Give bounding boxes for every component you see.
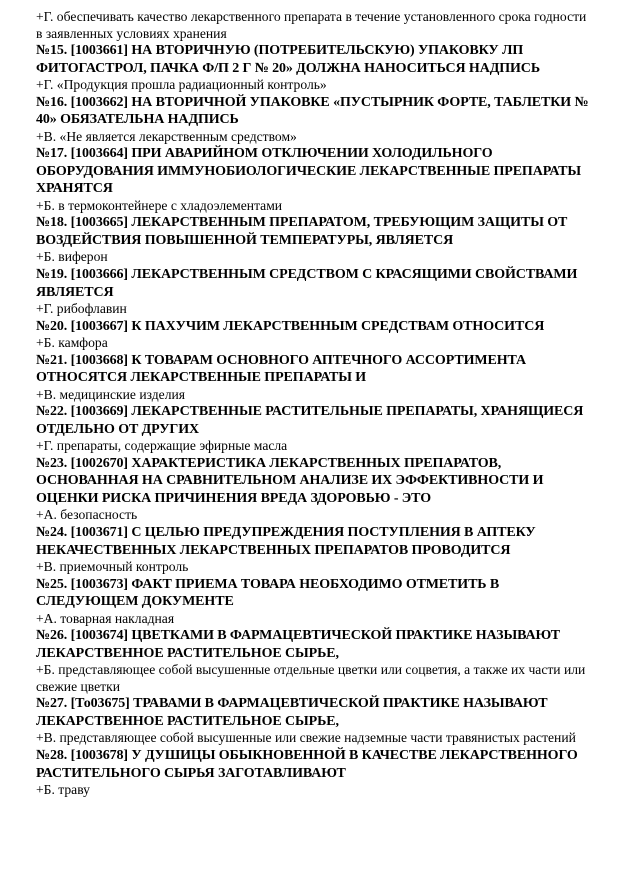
answer-text: +Г. рибофлавин [36,301,127,317]
answer-text: +Б. виферон [36,249,108,265]
answer-text: +В. приемочный контроль [36,559,189,575]
question-text: №28. [1003678] У ДУШИЦЫ ОБЫКНОВЕННОЙ В КАЧЕСТВЕ ЛЕКАРСТВЕННОГО РАСТИТЕЛЬНОГО СЫРЬЯ ЗАГОТАВЛИВАЮТ [36,748,578,781]
answer-text: +А. безопасность [36,507,138,523]
answer-text: +В. представляющее собой высушенные или свежие надземные части травянистых растений [36,730,576,746]
question-text: №18. [1003665] ЛЕКАРСТВЕННЫМ ПРЕПАРАТОМ, ТРЕБУЮЩИМ ЗАЩИТЫ ОТ ВОЗДЕЙСТВИЯ ПОВЫШЕННОЙ ТЕМПЕРАТУРЫ, ЯВЛЯЕТСЯ [36,215,568,248]
answer-text: +Б. в термоконтейнере с хладоэлементами [36,197,283,213]
document-page [36,9,596,799]
question-text: №21. [1003668] К ТОВАРАМ ОСНОВНОГО АПТЕЧНОГО АССОРТИМЕНТА ОТНОСЯТСЯ ЛЕКАРСТВЕННЫЕ ПРЕПАРАТЫ И [36,352,527,386]
answer-text: +В. «Не является лекарственным средством» [36,128,297,144]
answer-text: +В. медицинские изделия [36,386,186,402]
question-text: №27. [То03675] ТРАВАМИ В ФАРМАЦЕВТИЧЕСКОЙ ПРАКТИКЕ НАЗЫВАЮТ ЛЕКАРСТВЕННОЕ РАСТИТЕЛЬНОЕ СЫРЬЕ, [36,696,548,729]
answer-text: +Б. камфора [36,335,108,351]
question-text: №26. [1003674] ЦВЕТКАМИ В ФАРМАЦЕВТИЧЕСКОЙ ПРАКТИКЕ НАЗЫВАЮТ ЛЕКАРСТВЕННОЕ РАСТИТЕЛЬНОЕ СЫРЬЕ, [36,628,561,661]
question-text: №24. [1003671] С ЦЕЛЬЮ ПРЕДУПРЕЖДЕНИЯ ПОСТУПЛЕНИЯ В АПТЕКУ НЕКАЧЕСТВЕННЫХ ЛЕКАРСТВЕННЫХ ПРЕПАРАТОВ ПРОВОДИТСЯ [36,525,536,558]
question-text: №16. [1003662] НА ВТОРИЧНОЙ УПАКОВКЕ «ПУСТЫРНИК ФОРТЕ, ТАБЛЕТКИ № 40» ОБЯЗАТЕЛЬНА НАДПИСЬ [36,94,589,128]
answer-text: +Г. препараты, содержащие эфирные масла [36,438,288,454]
answer-text: +Б. траву [36,782,90,797]
question-text: №17. [1003664] ПРИ АВАРИЙНОМ ОТКЛЮЧЕНИИ ХОЛОДИЛЬНОГО ОБОРУДОВАНИЯ ИММУНОБИОЛОГИЧЕСКИЕ ЛЕКАРСТВЕННЫЕ ПРЕПАРАТЫ ХРАНЯТСЯ [36,146,582,197]
answer-text: +Г. обеспечивать качество лекарственного препарата в течение установленного срока годности в заявленных условиях хранения [36,9,587,41]
question-text: №15. [1003661] НА ВТОРИЧНУЮ (ПОТРЕБИТЕЛЬСКУЮ) УПАКОВКУ ЛП ФИТОГАСТРОЛ, ПАЧКА Ф/П 2 Г № 20» ДОЛЖНА НАНОСИТЬСЯ НАДПИСЬ [36,43,540,76]
answer-text: +Г. «Продукция прошла радиационный контроль» [36,77,327,93]
question-text: №20. [1003667] К ПАХУЧИМ ЛЕКАРСТВЕННЫМ СРЕДСТВАМ ОТНОСИТСЯ [36,318,545,334]
answer-text: +Б. представляющее собой высушенные отдельные цветки или соцветия, а также их части или свежие цветки [36,662,586,694]
question-text: №25. [1003673] ФАКТ ПРИЕМА ТОВАРА НЕОБХОДИМО ОТМЕТИТЬ В СЛЕДУЮЩЕМ ДОКУМЕНТЕ [36,576,500,610]
answer-text: +А. товарная накладная [36,610,175,626]
question-text: №19. [1003666] ЛЕКАРСТВЕННЫМ СРЕДСТВОМ С КРАСЯЩИМИ СВОЙСТВАМИ ЯВЛЯЕТСЯ [36,267,578,300]
question-text: №23. [1002670] ХАРАКТЕРИСТИКА ЛЕКАРСТВЕННЫХ ПРЕПАРАТОВ, ОСНОВАННАЯ НА СРАВНИТЕЛЬНОМ АНАЛИЗЕ ИХ ЭФФЕКТИВНОСТИ И ОЦЕНКИ РИСКА ПРИЧИНЕНИЯ ВРЕДА ЗДОРОВЬЮ - ЭТО [36,455,544,506]
question-text: №22. [1003669] ЛЕКАРСТВЕННЫЕ РАСТИТЕЛЬНЫЕ ПРЕПАРАТЫ, ХРАНЯЩИЕСЯ ОТДЕЛЬНО ОТ ДРУГИХ [36,404,584,437]
